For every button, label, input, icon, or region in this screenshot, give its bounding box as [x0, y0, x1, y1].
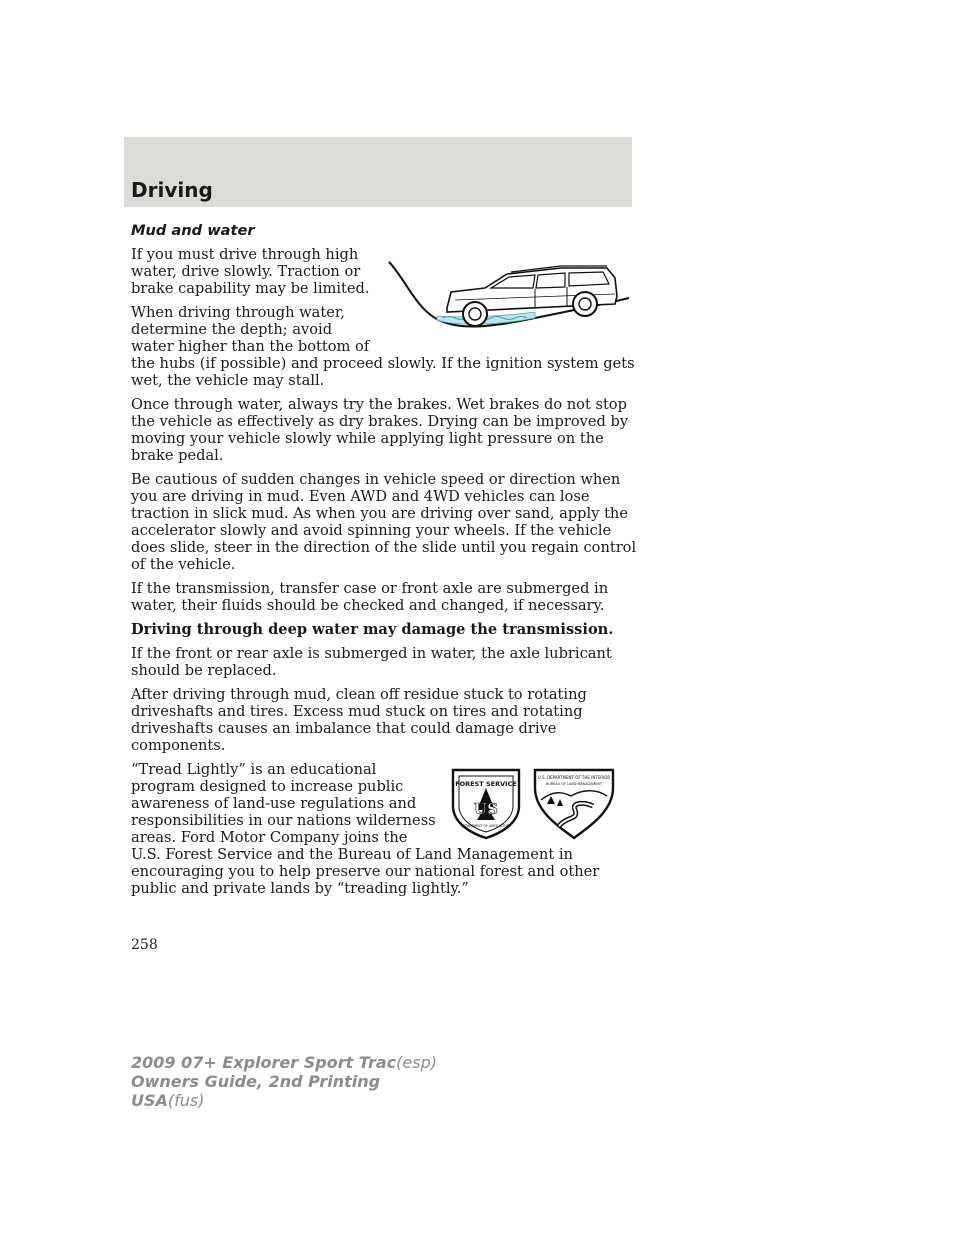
paragraph: Once through water, always try the brakes. Wet brakes do not stop the vehicle as effectively as dry brakes. Drying can be improved by moving your vehicle slowly while applying light pressure on the brake pedal.	[131, 396, 629, 464]
page-number: 258	[131, 937, 158, 953]
paragraph: When driving through water, determine the depth; avoid water higher than the bottom of the hubs (if possible) and proceed slowly. If the ignition system gets wet, the vehicle may stall.	[131, 304, 635, 389]
forest-service-text: FOREST SERVICE	[455, 780, 517, 788]
warning-paragraph: Driving through deep water may damage the transmission.	[131, 621, 614, 638]
footer-market: USA	[131, 1091, 168, 1110]
forest-service-bottom-text: DEPARTMENT OF AGRICULTURE	[461, 824, 511, 828]
blm-sub-text: BUREAU OF LAND MANAGEMENT	[546, 782, 602, 786]
forest-service-letters: US	[474, 800, 498, 818]
footer-model: 2009 07+ Explorer Sport Trac	[131, 1053, 397, 1072]
footer-line-1	[131, 1053, 437, 1072]
paragraph: After driving through mud, clean off residue stuck to rotating driveshafts and tires. Excess mud stuck on tires and rotating driveshafts causes an imbalance that could damage drive components.	[131, 686, 587, 754]
blm-text: U.S. DEPARTMENT OF THE INTERIOR	[537, 775, 611, 780]
footer-model-code: (esp)	[396, 1053, 437, 1072]
sub-heading: Mud and water	[131, 222, 255, 239]
section-title: Driving	[131, 178, 213, 202]
forest-service-logo	[453, 770, 519, 838]
footer-guide: Owners Guide, 2nd Printing	[131, 1072, 381, 1091]
main-content	[131, 222, 641, 904]
document-footer	[131, 1053, 437, 1110]
footer-line-3	[131, 1091, 437, 1110]
paragraph: If the transmission, transfer case or front axle are submerged in water, their fluids should be checked and changed, if necessary.	[131, 580, 609, 614]
paragraph: If you must drive through high water, drive slowly. Traction or brake capability may be limited.	[131, 246, 370, 297]
footer-line-2	[131, 1072, 437, 1091]
paragraph: If the front or rear axle is submerged in water, the axle lubricant should be replaced.	[131, 645, 612, 679]
blm-logo	[535, 770, 613, 838]
paragraph: “Tread Lightly” is an educational program designed to increase public awareness of land-use regulations and responsibilities in our nations wilderness areas. Ford Motor Company joins the U.S. Forest Service and the Bureau of Land Management in encouraging you to help preserve our national forest and other public and private lands by “treading lightly.”	[131, 761, 600, 897]
forest-service-and-blm-logos	[447, 766, 619, 840]
footer-market-code: (fus)	[167, 1091, 205, 1110]
suv-in-water-illustration	[385, 256, 641, 348]
paragraph: Be cautious of sudden changes in vehicle speed or direction when you are driving in mud. Even AWD and 4WD vehicles can lose traction in slick mud. As when you are driving over sand, apply the accelerator slowly and avoid spinning your wheels. If the vehicle does slide, steer in the direction of the slide until you regain control of the vehicle.	[131, 471, 637, 573]
